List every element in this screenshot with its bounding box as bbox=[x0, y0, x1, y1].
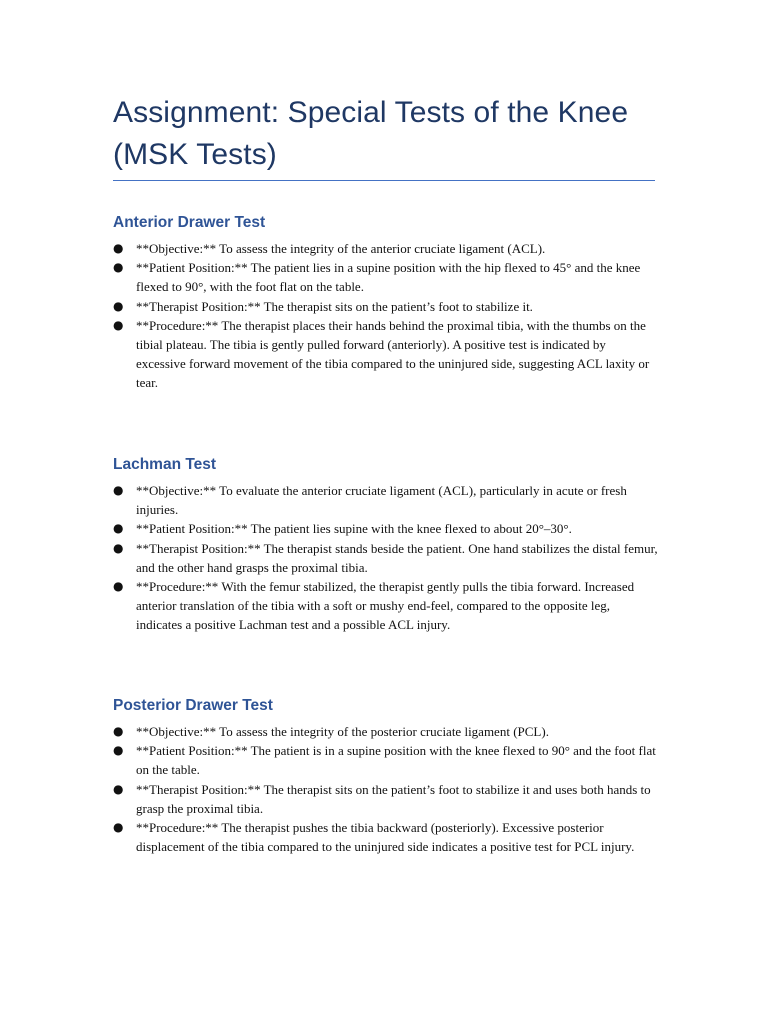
bullet-dot-icon: ● bbox=[113, 241, 124, 255]
list-item bbox=[113, 481, 658, 519]
list-item-text: **Objective:** To evaluate the anterior cruciate ligament (ACL), particularly in acute or fresh injuries. bbox=[136, 483, 627, 518]
page-title: Assignment: Special Tests of the Knee (MSK Tests) bbox=[113, 96, 629, 171]
bullet-list bbox=[113, 239, 658, 393]
list-item-text: **Procedure:** The therapist pushes the tibia backward (posteriorly). Excessive posterior displacement of the tibia compared to the uninjured side indicates a positive test for PCL injury. bbox=[136, 820, 635, 855]
bullet-dot-icon: ● bbox=[113, 483, 124, 497]
bullet-dot-icon: ● bbox=[113, 724, 124, 738]
section-posterior-drawer-test bbox=[113, 696, 658, 856]
list-item bbox=[113, 780, 658, 818]
list-item-text: **Therapist Position:** The therapist sits on the patient’s foot to stabilize it and uses both hands to grasp the proximal tibia. bbox=[136, 781, 651, 816]
bullet-dot-icon: ● bbox=[113, 317, 124, 332]
list-item bbox=[113, 258, 658, 296]
section-heading: Posterior Drawer Test bbox=[113, 697, 273, 714]
bullet-list bbox=[113, 481, 658, 635]
section-anterior-drawer-test bbox=[113, 213, 658, 393]
list-item bbox=[113, 741, 658, 779]
list-item bbox=[113, 818, 658, 856]
bullet-dot-icon: ● bbox=[113, 540, 124, 555]
list-item bbox=[113, 316, 658, 393]
list-item bbox=[113, 577, 658, 635]
list-item bbox=[113, 239, 658, 258]
bullet-dot-icon: ● bbox=[113, 743, 124, 758]
list-item bbox=[113, 519, 658, 538]
bullet-dot-icon: ● bbox=[113, 521, 124, 536]
title-underline-divider bbox=[113, 180, 655, 181]
bullet-dot-icon: ● bbox=[113, 298, 124, 313]
list-item-text: **Procedure:** With the femur stabilized, the therapist gently pulls the tibia forward. Increased anterior translation of the tibia with a soft or mushy end-feel, compared to the opposite leg, indicates a positive Lachman test and a possible ACL injury. bbox=[136, 579, 635, 633]
section-heading: Anterior Drawer Test bbox=[113, 214, 266, 231]
list-item bbox=[113, 539, 658, 577]
bullet-dot-icon: ● bbox=[113, 579, 124, 594]
list-item-text: **Objective:** To assess the integrity of the posterior cruciate ligament (PCL). bbox=[136, 724, 549, 739]
bullet-list bbox=[113, 722, 658, 856]
list-item-text: **Procedure:** The therapist places their hands behind the proximal tibia, with the thumbs on the tibial plateau. The tibia is gently pulled forward (anteriorly). A positive test is indicated by excessive forward movement of the tibia compared to the uninjured side, suggesting ACL laxity or tear. bbox=[136, 317, 650, 391]
list-item bbox=[113, 297, 658, 316]
list-item-text: **Objective:** To assess the integrity of the anterior cruciate ligament (ACL). bbox=[136, 241, 546, 256]
list-item-text: **Therapist Position:** The therapist stands beside the patient. One hand stabilizes the distal femur, and the other hand grasps the proximal tibia. bbox=[136, 540, 658, 575]
list-item-text: **Patient Position:** The patient lies supine with the knee flexed to about 20°–30°. bbox=[136, 521, 572, 537]
list-item-text: **Therapist Position:** The therapist sits on the patient’s foot to stabilize it. bbox=[136, 298, 533, 314]
section-heading: Lachman Test bbox=[113, 456, 217, 473]
list-item-text: **Patient Position:** The patient lies in a supine position with the hip flexed to 45° and the knee flexed to 90°, with the foot flat on the table. bbox=[136, 260, 641, 295]
list-item-text: **Patient Position:** The patient is in a supine position with the knee flexed to 90° and the foot flat on the table. bbox=[136, 743, 656, 778]
list-item bbox=[113, 722, 658, 741]
section-lachman-test bbox=[113, 455, 658, 635]
bullet-dot-icon: ● bbox=[113, 260, 124, 275]
bullet-dot-icon: ● bbox=[113, 820, 124, 835]
bullet-dot-icon: ● bbox=[113, 781, 124, 796]
